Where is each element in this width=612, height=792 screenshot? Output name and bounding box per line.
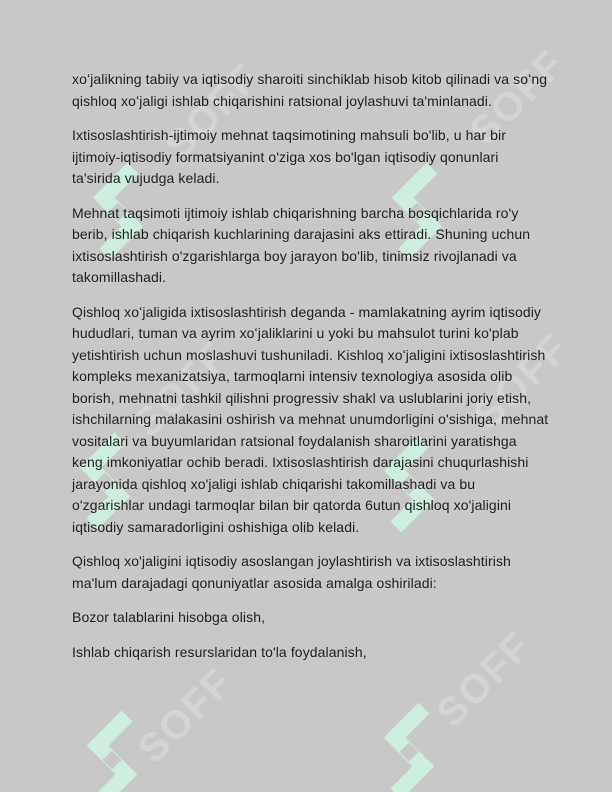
soff-logo-icon <box>382 702 436 792</box>
paragraph: xoʻjalikning tabiiy va iqtisodiy sharoiti sinchiklab hisob kitob qilinadi va soʻng qishloq xoʻjaligi ishlab chiqarishini ratsional joylashuvi ta'minlanadi. <box>72 71 548 109</box>
soff-text-watermark: SOFF <box>125 333 238 446</box>
paragraph: Qishloq xo'jaligini iqtisodiy asoslangan joylashtirish va ixtisoslashtirish ma'lum darajadagi qonuniyatlar asosida amalga oshiriladi: <box>72 553 511 591</box>
soff-text-watermark: SOFF <box>428 623 541 736</box>
soff-text-watermark: SOFF <box>129 659 242 772</box>
paragraph: Bozor talablarini hisobga olish, <box>72 609 266 625</box>
document-content <box>72 69 550 676</box>
paragraph: Qishloq xoʻjaligida ixtisoslashtirish deganda - mamlakatning ayrim iqtisodiy hududlari, tuman va ayrim xoʻjaliklarini u yoki bu mahsulot turini ko'plab yetishtirish uchun moslashuvi tushuniladi. Kishloq xoʻjaligini ixtisoslashtirish kompleks mexanizatsiya, tarmoqlarni intensiv texnologiya asosida olib borish, mehnatni tashkil qilishni progressiv shakl va uslublarini joriy etish, ishchilarning malakasini oshirish va mehnat unumdorligini o'sishiga, mehnat vositalari va buyumlaridan ratsional foydalanish sharoitlarini yaratishga keng imkoniyatlar ochib beradi. Ixtisoslashtirish darajasini chuqurlashishi jarayonida qishloq xo'jaligi ishlab chiqarishi takomillashadi va bu o'zgarishlar undagi tarmoqlar bilan bir qatorda 6utun qishloq xo'jaligini iqtisodiy samaradorligini oshishiga olib keladi. <box>72 303 549 535</box>
soff-text-watermark: SOFF <box>465 325 578 438</box>
paragraph: Ixtisoslashtirish-ijtimoiy mehnat taqsimotining mahsuli bo'lib, u har bir ijtimoiy-iqtisodiy formatsiyanint o'ziga xos bo'lgan iqtisodiy qonunlari ta'sirida vujudga keladi. <box>72 127 507 186</box>
soff-logo-icon <box>85 710 139 792</box>
soff-text-watermark: SOFF <box>461 41 574 154</box>
paragraph: Ishlab chiqarish resurslaridan to'la foydalanish, <box>72 643 367 660</box>
paragraph: Mehnat taqsimoti ijtimoiy ishlab chiqarishning barcha bosqichlarida ro'y berib, ishlab chiqarish kuchlarining darajasini aks ettiradi. Shuning uchun ixtisoslashtirish o'zgarishlarga boy jarayon bo'lib, tinimsiz rivojlanadi va takomillashadi. <box>72 204 531 285</box>
soff-text-watermark: SOFF <box>156 55 269 168</box>
